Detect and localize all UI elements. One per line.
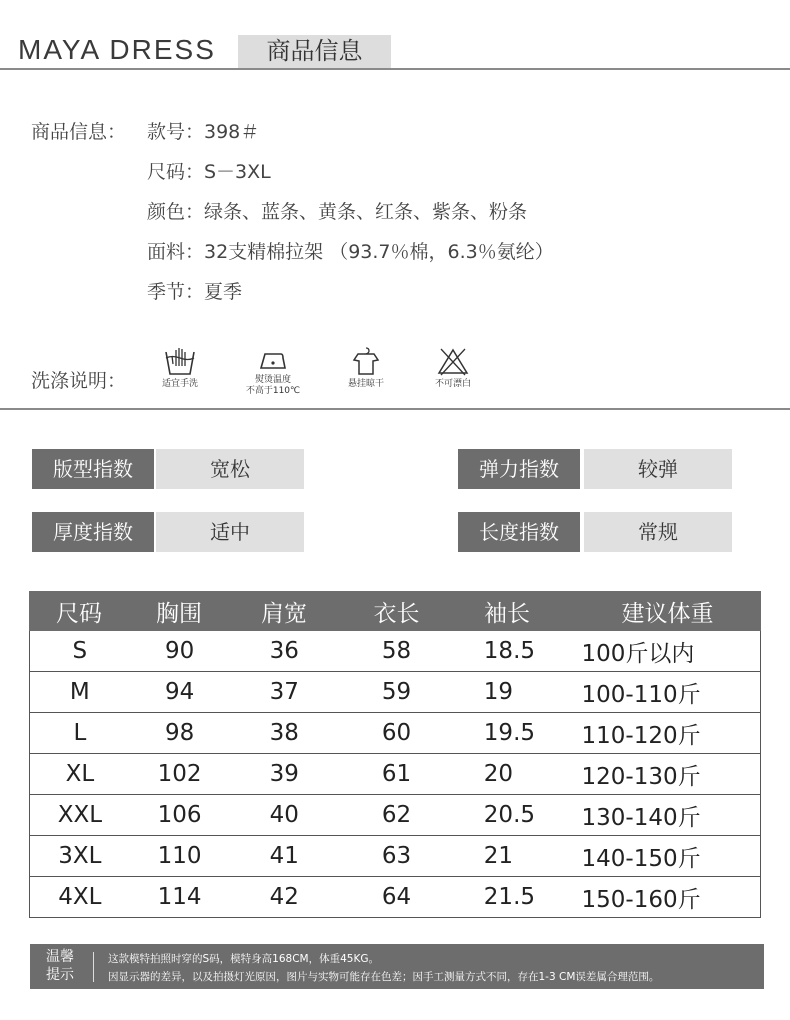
cell-bust: 114 [157,884,202,910]
cell-shoulder: 37 [269,679,299,705]
length-index-value: 常规 [584,512,732,552]
table-row [29,836,761,877]
length-index-label: 长度指数 [458,512,580,552]
cell-shoulder: 36 [269,638,299,664]
cell-weight: 140-150斤 [581,845,701,872]
hand-wash-icon [160,346,200,376]
cell-weight: 130-140斤 [581,804,701,831]
cell-shoulder: 39 [269,761,299,787]
tips-line-1: 这款模特拍照时穿的S码，模特身高168CM，体重45KG。 [108,953,379,965]
style-number: 款号：398＃ [147,121,260,143]
header-divider [0,68,790,70]
season: 季节：夏季 [147,281,243,303]
hang-dry-icon [346,346,386,376]
brand-name: MAYA DRESS [18,34,216,65]
wash-text-iron-1: 熨烫温度 [254,375,291,385]
stretch-index-label: 弹力指数 [458,449,580,489]
size-range: 尺码：S－3XL [147,161,271,183]
cell-shoulder: 41 [269,843,299,869]
cell-shoulder: 42 [269,884,299,910]
fit-index-label: 版型指数 [32,449,154,489]
thickness-index-label: 厚度指数 [32,512,154,552]
header-bust: 胸围 [156,600,202,627]
wash-text-bleach: 不可漂白 [434,379,471,389]
product-info-label: 商品信息： [31,121,127,143]
table-row [29,877,761,918]
tips-label-line1: 温馨 [46,949,74,965]
header-length: 衣长 [373,600,420,627]
table-row [29,754,761,795]
cell-size: S [72,638,88,664]
tips-label [40,948,80,984]
wash-item-bleach [413,346,493,390]
wash-text-iron-2: 不高于110℃ [245,386,301,396]
wash-divider [0,408,790,410]
table-header [29,591,761,631]
fabric: 面料：32支精棉拉架 （93.7％棉，6.3％氨纶） [147,241,554,263]
section-title: 商品信息 [238,35,391,68]
table-row [29,795,761,836]
cell-bust: 90 [164,638,195,664]
header-size: 尺码 [56,600,102,627]
cell-length: 61 [381,761,412,787]
cell-size: XXL [57,802,103,828]
wash-item-hand [140,346,220,390]
tips-bar [30,944,764,989]
wash-item-iron [233,346,313,397]
fit-index-value: 宽松 [156,449,304,489]
cell-sleeve: 19.5 [483,720,536,746]
cell-size: 4XL [58,884,102,910]
header-sleeve: 袖长 [484,600,530,627]
header-shoulder: 肩宽 [261,600,307,627]
cell-length: 64 [381,884,412,910]
wash-item-hang [326,346,406,390]
iron-icon [253,346,293,372]
table-row [29,672,761,713]
table-row [29,713,761,754]
cell-length: 59 [381,679,412,705]
cell-bust: 102 [157,761,202,787]
header-weight: 建议体重 [621,600,714,627]
thickness-index-value: 适中 [156,512,304,552]
table-row [29,631,761,672]
tips-label-line2: 提示 [46,967,74,983]
tips-divider [93,952,94,982]
cell-weight: 150-160斤 [581,886,701,913]
tips-line-2: 因显示器的差异，以及拍摄灯光原因，图片与实物可能存在色差；因手工测量方式不同，存在1-3 CM误差属合理范围。 [108,971,660,983]
cell-bust: 110 [157,843,202,869]
wash-label: 洗涤说明： [31,370,127,392]
stretch-index-value: 较弹 [584,449,732,489]
wash-text-hand: 适宜手洗 [161,379,198,389]
cell-shoulder: 38 [269,720,299,746]
cell-sleeve: 18.5 [483,638,536,664]
cell-length: 60 [381,720,412,746]
cell-size: L [73,720,87,746]
cell-size: 3XL [58,843,102,869]
cell-weight: 100斤以内 [581,640,695,667]
cell-weight: 120-130斤 [581,763,701,790]
cell-size: XL [65,761,95,787]
cell-weight: 110-120斤 [581,722,701,749]
cell-sleeve: 21 [483,843,514,869]
colors: 颜色：绿条、蓝条、黄条、红条、紫条、粉条 [147,201,528,223]
wash-text-hang: 悬挂晾干 [347,379,384,389]
cell-size: M [69,679,90,705]
cell-bust: 106 [157,802,202,828]
cell-sleeve: 20 [483,761,514,787]
cell-weight: 100-110斤 [581,681,701,708]
cell-shoulder: 40 [269,802,299,828]
cell-length: 58 [381,638,412,664]
cell-bust: 94 [164,679,195,705]
cell-sleeve: 20.5 [483,802,536,828]
no-bleach-icon [433,346,473,376]
cell-sleeve: 21.5 [483,884,536,910]
cell-length: 62 [381,802,412,828]
size-table [29,591,761,918]
cell-length: 63 [381,843,412,869]
cell-bust: 98 [164,720,195,746]
cell-sleeve: 19 [483,679,514,705]
